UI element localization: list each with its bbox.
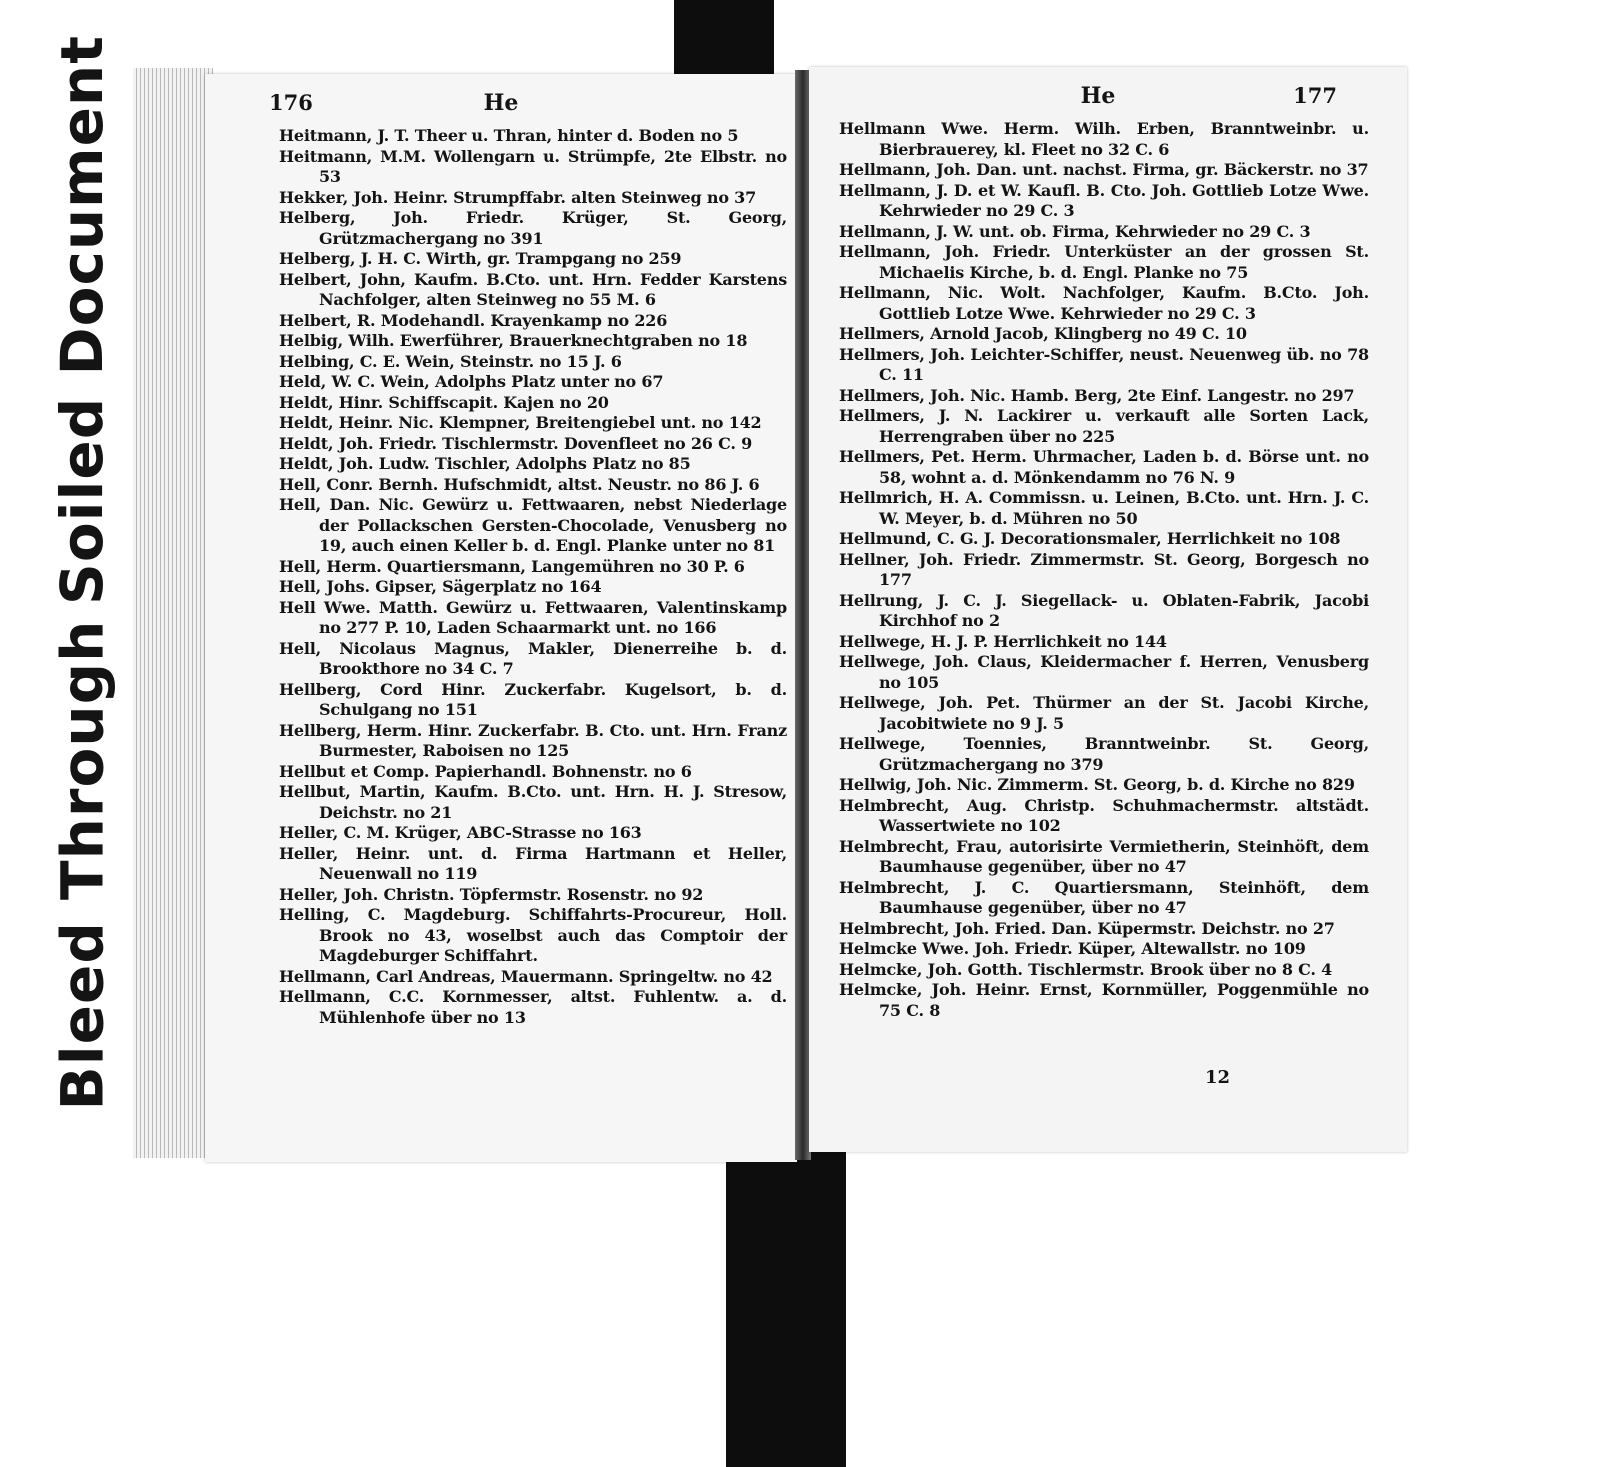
directory-entry: Hellmann, C.C. Kornmesser, altst. Fuhlentw. a. d. Mühlenhofe über no 13 — [279, 987, 787, 1027]
directory-entry: Helbert, R. Modehandl. Krayenkamp no 226 — [279, 310, 668, 330]
left-page — [205, 74, 797, 1162]
directory-entry: Hekker, Joh. Heinr. Strumpffabr. alten Steinweg no 37 — [279, 187, 757, 207]
directory-entry: Helmbrecht, Aug. Christp. Schuhmachermstr. altstädt. Wassertwiete no 102 — [839, 795, 1369, 835]
directory-entry: Helbing, C. E. Wein, Steinstr. no 15 J. 6 — [279, 351, 622, 371]
directory-entry: Hellmers, J. N. Lackirer u. verkauft alle Sorten Lack, Herrengraben über no 225 — [839, 406, 1369, 446]
directory-entry: Hell Wwe. Matth. Gewürz u. Fettwaaren, Valentinskamp no 277 P. 10, Laden Schaarmarkt unt. no 166 — [279, 597, 787, 637]
directory-entry: Hellmann, J. D. et W. Kaufl. B. Cto. Joh. Gottlieb Lotze Wwe. Kehrwieder no 29 C. 3 — [839, 180, 1369, 220]
directory-entry: Hell, Dan. Nic. Gewürz u. Fettwaaren, nebst Niederlage der Pollackschen Gersten-Chocolade, Venusberg no 19, auch einen Keller b. d. Engl. Planke unter no 81 — [279, 495, 787, 555]
bleed-through-label — [22, 620, 142, 1110]
directory-entry: Heldt, Joh. Friedr. Tischlermstr. Dovenfleet no 26 C. 9 — [279, 433, 753, 453]
directory-entry: Hell, Nicolaus Magnus, Makler, Dienerreihe b. d. Brookthore no 34 C. 7 — [279, 638, 787, 678]
right-entry-list — [839, 119, 1369, 1021]
directory-entry: Hellwig, Joh. Nic. Zimmerm. St. Georg, b. d. Kirche no 829 — [839, 775, 1355, 794]
right-page-running-head: He — [1080, 83, 1116, 109]
directory-entry: Helmbrecht, Joh. Fried. Dan. Küpermstr. Deichstr. no 27 — [839, 918, 1335, 938]
directory-entry: Hellner, Joh. Friedr. Zimmermstr. St. Georg, Borgesch no 177 — [839, 549, 1369, 589]
directory-entry: Hellmers, Pet. Herm. Uhrmacher, Laden b. d. Börse unt. no 58, wohnt a. d. Mönkendamm no 76 N. 9 — [839, 447, 1369, 487]
directory-entry: Hellwege, Joh. Pet. Thürmer an der St. Jacobi Kirche, Jacobitwiete no 9 J. 5 — [839, 693, 1369, 733]
directory-entry: Hellmund, C. G. J. Decorationsmaler, Herrlichkeit no 108 — [839, 529, 1341, 548]
book-page-edges — [133, 68, 213, 1158]
soiled-document-text: Soiled Document — [48, 35, 117, 605]
directory-entry: Hell, Herm. Quartiersmann, Langemühren no 30 P. 6 — [279, 556, 745, 576]
directory-entry: Hell, Conr. Bernh. Hufschmidt, altst. Neustr. no 86 J. 6 — [279, 474, 760, 494]
directory-entry: Helbert, John, Kaufm. B.Cto. unt. Hrn. Fedder Karstens Nachfolger, alten Steinweg no 55 M. 6 — [279, 269, 787, 309]
left-page-number: 176 — [269, 90, 313, 115]
directory-entry: Hellmann, Joh. Friedr. Unterküster an der grossen St. Michaelis Kirche, b. d. Engl. Planke no 75 — [839, 242, 1369, 282]
directory-entry: Hellmann, Carl Andreas, Mauermann. Springeltw. no 42 — [279, 966, 773, 986]
directory-entry: Heller, C. M. Krüger, ABC-Strasse no 163 — [279, 823, 642, 842]
right-page — [809, 67, 1407, 1152]
directory-entry: Hellrung, J. C. J. Siegellack- u. Oblaten-Fabrik, Jacobi Kirchhof no 2 — [839, 590, 1369, 630]
directory-entry: Hellberg, Herm. Hinr. Zuckerfabr. B. Cto. unt. Hrn. Franz Burmester, Raboisen no 125 — [279, 720, 787, 760]
directory-entry: Helmcke, Joh. Heinr. Ernst, Kornmüller, Poggenmühle no 75 C. 8 — [839, 980, 1369, 1020]
directory-entry: Hellmann, Joh. Dan. unt. nachst. Firma, gr. Bäckerstr. no 37 — [839, 160, 1369, 179]
directory-entry: Hellwege, Joh. Claus, Kleidermacher f. Herren, Venusberg no 105 — [839, 652, 1369, 692]
directory-entry: Helmbrecht, Frau, autorisirte Vermietherin, Steinhöft, dem Baumhause gegenüber, über no 47 — [839, 836, 1369, 876]
directory-entry: Helmcke Wwe. Joh. Friedr. Küper, Altewallstr. no 109 — [839, 939, 1306, 958]
left-page-header — [205, 90, 797, 120]
directory-entry: Helmcke, Joh. Gotth. Tischlermstr. Brook über no 8 C. 4 — [839, 959, 1333, 979]
scanner-strip-bottom — [726, 1135, 846, 1467]
directory-entry: Helberg, Joh. Friedr. Krüger, St. Georg, Grützmachergang no 391 — [279, 208, 787, 248]
bleed-through-text: Bleed Through — [48, 619, 117, 1111]
directory-entry: Hellbut et Comp. Papierhandl. Bohnenstr. no 6 — [279, 761, 692, 781]
right-page-number: 177 — [1293, 83, 1337, 108]
directory-entry: Hellmers, Arnold Jacob, Klingberg no 49 C. 10 — [839, 324, 1247, 343]
directory-entry: Helberg, J. H. C. Wirth, gr. Trampgang no 259 — [279, 249, 682, 268]
signature-mark: 12 — [1205, 1067, 1231, 1088]
left-entry-list — [279, 126, 787, 1028]
directory-entry: Heldt, Joh. Ludw. Tischler, Adolphs Platz no 85 — [279, 454, 691, 473]
directory-entry: Heitmann, M.M. Wollengarn u. Strümpfe, 2te Elbstr. no 53 — [279, 146, 787, 186]
directory-entry: Hellmann, J. W. unt. ob. Firma, Kehrwieder no 29 C. 3 — [839, 221, 1311, 241]
directory-entry: Heller, Joh. Christn. Töpfermstr. Rosenstr. no 92 — [279, 884, 704, 904]
directory-entry: Helbig, Wilh. Ewerführer, Brauerknechtgraben no 18 — [279, 331, 748, 350]
directory-entry: Hellberg, Cord Hinr. Zuckerfabr. Kugelsort, b. d. Schulgang no 151 — [279, 679, 787, 719]
directory-entry: Heldt, Heinr. Nic. Klempner, Breitengiebel unt. no 142 — [279, 413, 762, 432]
directory-entry: Hellmers, Joh. Nic. Hamb. Berg, 2te Einf. Langestr. no 297 — [839, 385, 1355, 405]
directory-entry: Hellmers, Joh. Leichter-Schiffer, neust. Neuenweg üb. no 78 C. 11 — [839, 344, 1369, 384]
directory-entry: Heller, Heinr. unt. d. Firma Hartmann et Heller, Neuenwall no 119 — [279, 843, 787, 883]
directory-entry: Held, W. C. Wein, Adolphs Platz unter no 67 — [279, 372, 664, 391]
directory-entry: Hellmrich, H. A. Commissn. u. Leinen, B.Cto. unt. Hrn. J. C. W. Meyer, b. d. Mühren no 50 — [839, 488, 1369, 528]
directory-entry: Heldt, Hinr. Schiffscapit. Kajen no 20 — [279, 392, 609, 412]
soiled-document-label — [22, 35, 142, 605]
directory-entry: Helling, C. Magdeburg. Schiffahrts-Procureur, Holl. Brook no 43, woselbst auch das Comptoir der Magdeburger Schiffahrt. — [279, 905, 787, 965]
directory-entry: Hellmann, Nic. Wolt. Nachfolger, Kaufm. B.Cto. Joh. Gottlieb Lotze Wwe. Kehrwieder no 29 C. 3 — [839, 283, 1369, 323]
directory-entry: Hellmann Wwe. Herm. Wilh. Erben, Branntweinbr. u. Bierbrauerey, kl. Fleet no 32 C. 6 — [839, 119, 1369, 159]
left-page-running-head: He — [483, 90, 519, 116]
directory-entry: Hellwege, Toennies, Branntweinbr. St. Georg, Grützmachergang no 379 — [839, 734, 1369, 774]
right-page-header — [809, 83, 1407, 113]
directory-entry: Heitmann, J. T. Theer u. Thran, hinter d. Boden no 5 — [279, 126, 739, 145]
directory-entry: Hellbut, Martin, Kaufm. B.Cto. unt. Hrn. H. J. Stresow, Deichstr. no 21 — [279, 782, 787, 822]
directory-entry: Hellwege, H. J. P. Herrlichkeit no 144 — [839, 631, 1167, 651]
directory-entry: Hell, Johs. Gipser, Sägerplatz no 164 — [279, 577, 602, 596]
directory-entry: Helmbrecht, J. C. Quartiersmann, Steinhöft, dem Baumhause gegenüber, über no 47 — [839, 877, 1369, 917]
